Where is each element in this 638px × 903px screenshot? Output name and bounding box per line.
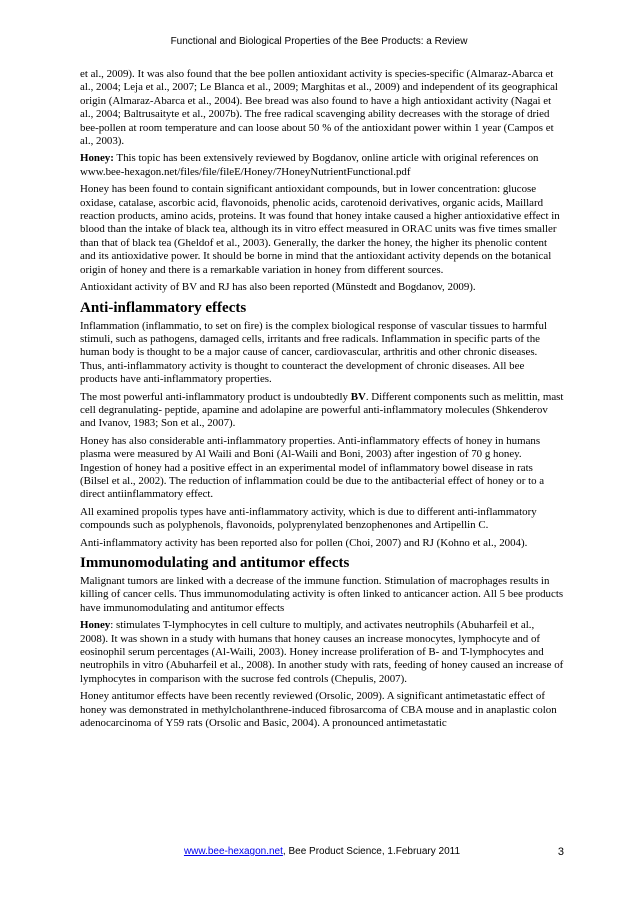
paragraph-text: . Different components such as melittin, mast cell degranulating- peptide, apamine and adolapine are powerful anti-inflammatory molecules (Shkenderov and Ivanov, 1983; Son et al., 2007).	[80, 390, 564, 430]
paragraph	[80, 152, 564, 179]
footer-citation	[80, 846, 564, 857]
footer-link[interactable]: www.bee-hexagon.net	[183, 846, 283, 857]
paragraph: All examined propolis types have anti-inflammatory activity, which is due to different anti-inflammatory compounds such as polyphenols, flavonoids, polyprenylated benzophenones and Artipellin C.	[80, 505, 537, 532]
paragraph: Honey antitumor effects have been recently reviewed (Orsolic, 2009). A significant antimetastatic effect of honey was demonstrated in methylcholanthrene-induced fibrosarcoma of CBA mouse and in anaplastic colon adenocarcinoma of Y59 rats (Orsolic and Basic, 2004). A pronounced antimetastatic	[80, 690, 557, 730]
paragraph: Malignant tumors are linked with a decrease of the immune function. Stimulation of macrophages results in killing of cancer cells. Thus immunomodulating activity is often linked to anticancer action. All 5 bee products have immunomodulating and antitumor effects	[80, 575, 564, 614]
paragraph-text: The most powerful anti-inflammatory product is undoubtedly	[80, 390, 351, 403]
paragraph	[80, 391, 564, 431]
paragraph: Antioxidant activity of BV and RJ has also been reported (Münstedt and Bogdanov, 2009).	[80, 281, 476, 294]
section-heading-anti-inflammatory: Anti-inflammatory effects	[80, 299, 247, 316]
body-text	[80, 68, 564, 734]
bold-term: BV	[350, 390, 366, 403]
paragraph-lead: Honey	[80, 619, 111, 632]
paragraph: Inflammation (inflammatio, to set on fire) is the complex biological response of vascular tissues to harmful stimuli, such as pathogens, damaged cells, irritants and free radicals. Inflammation in specific parts of the human body is thought to be a major cause of cancer, cardiovascular, arthritis and other chronic diseases. Thus, anti-inflammatory activity is thought to counteract the development of chronic diseases. All bee products have anti-inflammatory properties.	[80, 319, 547, 386]
paragraph	[80, 619, 564, 686]
paragraph: Anti-inflammatory activity has been reported also for pollen (Choi, 2007) and RJ (Kohno et al., 2004).	[80, 536, 528, 549]
section-heading-immunomodulating: Immunomodulating and antitumor effects	[80, 555, 350, 571]
paragraph-text: : stimulates T-lymphocytes in cell culture to multiply, and activates neutrophils (Abuharfeil et al., 2008). It was shown in a study with humans that honey causes an increase monocytes, lymphocyte and of eosinophil serum percentages (Al-Waili, 2003). Honey increase proliferation of B- and T-lymphocytes and neutrophils in vitro (Abuharfeil et al., 2008). In another study with rats, feeding of honey caused an increase of lymphocytes in comparison with the sucrose fed controls (Chepulis, 2007).	[80, 619, 564, 685]
footer-text: , Bee Product Science, 1.February 2011	[282, 846, 461, 857]
paragraph-text: This topic has been extensively reviewed by Bogdanov, online article with original references on www.bee-hexagon.net/files/file/fileE/Honey/7HoneyNutrientFunctional.pdf	[80, 152, 539, 178]
paragraph: Honey has been found to contain significant antioxidant compounds, but in lower concentration: glucose oxidase, catalase, ascorbic acid, flavonoids, phenolic acids, carotenoid derivatives, organic acids, Maillard reaction products, amino acids, proteins. It was found that honey intake caused a higher antioxidative effect in blood than the intake of black tea, although its in vitro effect measured in ORAC units was five times smaller than that of black tea (Gheldof et al., 2003). Generally, the darker the honey, the higher its phenolic content and its antioxidative power. It should be borne in mind that the antioxidant activity depends on the botanical origin of honey and there is a remarkable variation in honey from different sources.	[80, 183, 560, 276]
paragraph-lead: Honey:	[80, 152, 114, 165]
running-header: Functional and Biological Properties of the Bee Products: a Review	[170, 36, 468, 47]
paragraph: Honey has also considerable anti-inflammatory properties. Anti-inflammatory effects of honey in humans plasma were measured by Al Waili and Boni (Al-Waili and Boni, 2003) after ingestion of 70 g honey. Ingestion of honey had a positive effect in an experimental model of inflammatory bowel disease in rats (Bilsel et al., 2002). The reduction of inflammation could be due to the antibacterial effect of honey or to a direct antiinflammatory effect.	[80, 434, 545, 501]
page-number: 3	[557, 846, 564, 858]
paragraph: et al., 2009). It was also found that the bee pollen antioxidant activity is species-specific (Almaraz-Abarca et al., 2004; Leja et al., 2007; Le Blanca et al., 2009; Marghitas et al., 2009) and independent of its geographical origin (Almaraz-Abarca et al., 2004). Bee bread was also found to have a high antioxidant activity (Nagai et al., 2004; Baltrusaityte et al., 2007b). The free radical scavenging ability decreases with the storage of dried bee-pollen at room temperature and can loose about 50 % of the antioxidant power within 1 year (Campos et al., 2003).	[80, 68, 558, 148]
